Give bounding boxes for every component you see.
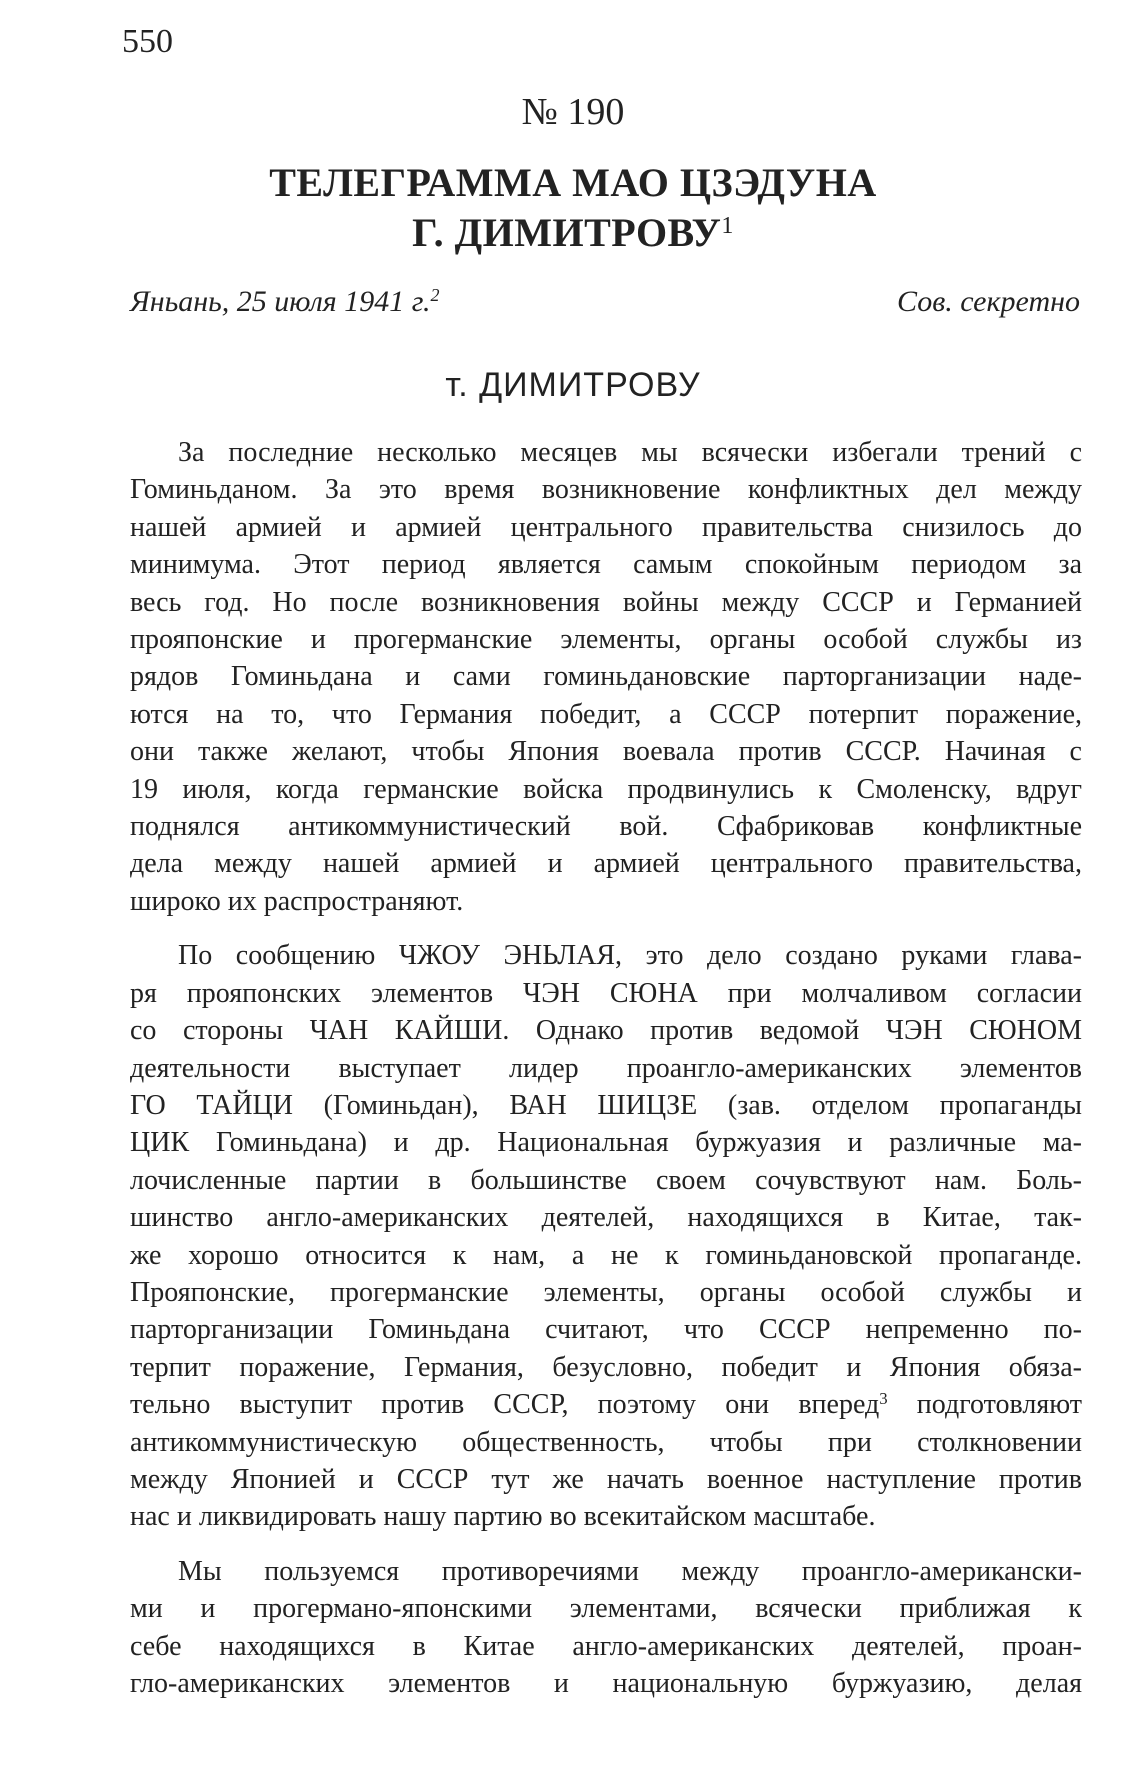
place-and-date-text: Яньань, 25 июля 1941 г. (130, 285, 431, 318)
text-line: Прояпонские, прогерманские элементы, органы особой службы и (130, 1276, 1082, 1308)
text-line: широко их распространяют. (130, 885, 464, 917)
text-line: ря прояпонских элементов ЧЭН СЮНА при молчаливом согласии (130, 977, 1082, 1009)
text-line: ются на то, что Германия победит, а СССР потерпит поражение, (130, 698, 1082, 730)
classification-label: Сов. секретно (897, 285, 1080, 318)
document-title (0, 158, 1146, 258)
text-line: со стороны ЧАН КАЙШИ. Однако против ведомой ЧЭН СЮНОМ (130, 1015, 1082, 1047)
text-line: прояпонские и прогерманские элементы, органы особой службы из (130, 624, 1082, 656)
title-line-1: ТЕЛЕГРАММА МАО ЦЗЭДУНА (269, 160, 877, 205)
text-line-segment: тельно выступит против СССР, поэтому они вперед (130, 1389, 880, 1421)
text-line: ГО ТАЙЦИ (Гоминьдан), ВАН ШИЦЗЕ (зав. отделом пропаганды (130, 1089, 1082, 1121)
text-line: Гоминьданом. За это время возникновение конфликтных дел между (130, 474, 1082, 506)
title-footnote-mark: 1 (721, 212, 734, 239)
text-line: они также желают, чтобы Япония воевала против СССР. Начиная с (130, 736, 1082, 768)
date-footnote-mark: 2 (430, 285, 440, 306)
page-number: 550 (122, 23, 173, 60)
text-line: деятельности выступает лидер проангло-американских элементов (130, 1052, 1082, 1084)
text-line: дела между нашей армией и армией центрального правительства, (130, 848, 1082, 880)
document-body (130, 434, 1082, 1719)
title-line-2 (0, 208, 1146, 258)
text-line: 19 июля, когда германские войска продвинулись к Смоленску, вдруг (130, 773, 1082, 805)
text-line: гло-американских элементов и национальную буржуазию, делая (130, 1668, 1082, 1699)
text-line: ми и прогермано-японскими элементами, всячески приближая к (130, 1593, 1082, 1625)
addressee: т. ДИМИТРОВУ (445, 366, 701, 404)
text-line: рядов Гоминьдана и сами гоминьдановские парторганизации наде- (130, 661, 1082, 693)
text-line (130, 1386, 1082, 1423)
text-line: лочисленные партии в большинстве своем сочувствуют нам. Боль- (130, 1164, 1082, 1196)
text-line: нашей армией и армией центрального правительства снизилось до (130, 511, 1082, 543)
text-line: шинство англо-американских деятелей, находящихся в Китае, так- (130, 1202, 1082, 1234)
text-line: По сообщению ЧЖОУ ЭНЬЛАЯ, это дело создано руками глава- (178, 940, 1082, 972)
paragraph (130, 1553, 1082, 1703)
text-line: нас и ликвидировать нашу партию во всекитайском масштабе. (130, 1501, 876, 1533)
text-line: антикоммунистическую общественность, чтобы при столкновении (130, 1426, 1082, 1458)
paragraph (130, 937, 1082, 1536)
title-line-2-text: Г. ДИМИТРОВУ (412, 210, 722, 255)
text-line: весь год. Но после возникновения войны между СССР и Германией (130, 586, 1082, 618)
text-line: поднялся антикоммунистический вой. Сфабриковав конфликтные (130, 811, 1082, 843)
footnote-mark: 3 (879, 1388, 888, 1408)
text-line: За последние несколько месяцев мы всячески избегали трений с (178, 437, 1082, 468)
place-and-date (130, 284, 440, 320)
text-line: Мы пользуемся противоречиями между проангло-американски- (178, 1555, 1082, 1587)
text-line: же хорошо относится к нам, а не к гоминьдановской пропаганде. (130, 1239, 1082, 1271)
document-number: № 190 (521, 91, 625, 133)
text-line: ЦИК Гоминьдана) и др. Национальная буржуазия и различные ма- (130, 1127, 1082, 1159)
text-line: терпит поражение, Германия, безусловно, победит и Япония обяза- (130, 1351, 1082, 1383)
text-line: минимума. Этот период является самым спокойным периодом за (130, 549, 1082, 581)
paragraph (130, 434, 1082, 920)
text-line: парторганизации Гоминьдана считают, что СССР непременно по- (130, 1314, 1082, 1346)
text-line: между Японией и СССР тут же начать военное наступление против (130, 1463, 1082, 1495)
text-line: себе находящихся в Китае англо-американских деятелей, проан- (130, 1630, 1082, 1662)
text-line-segment: подготовляют (887, 1389, 1082, 1421)
